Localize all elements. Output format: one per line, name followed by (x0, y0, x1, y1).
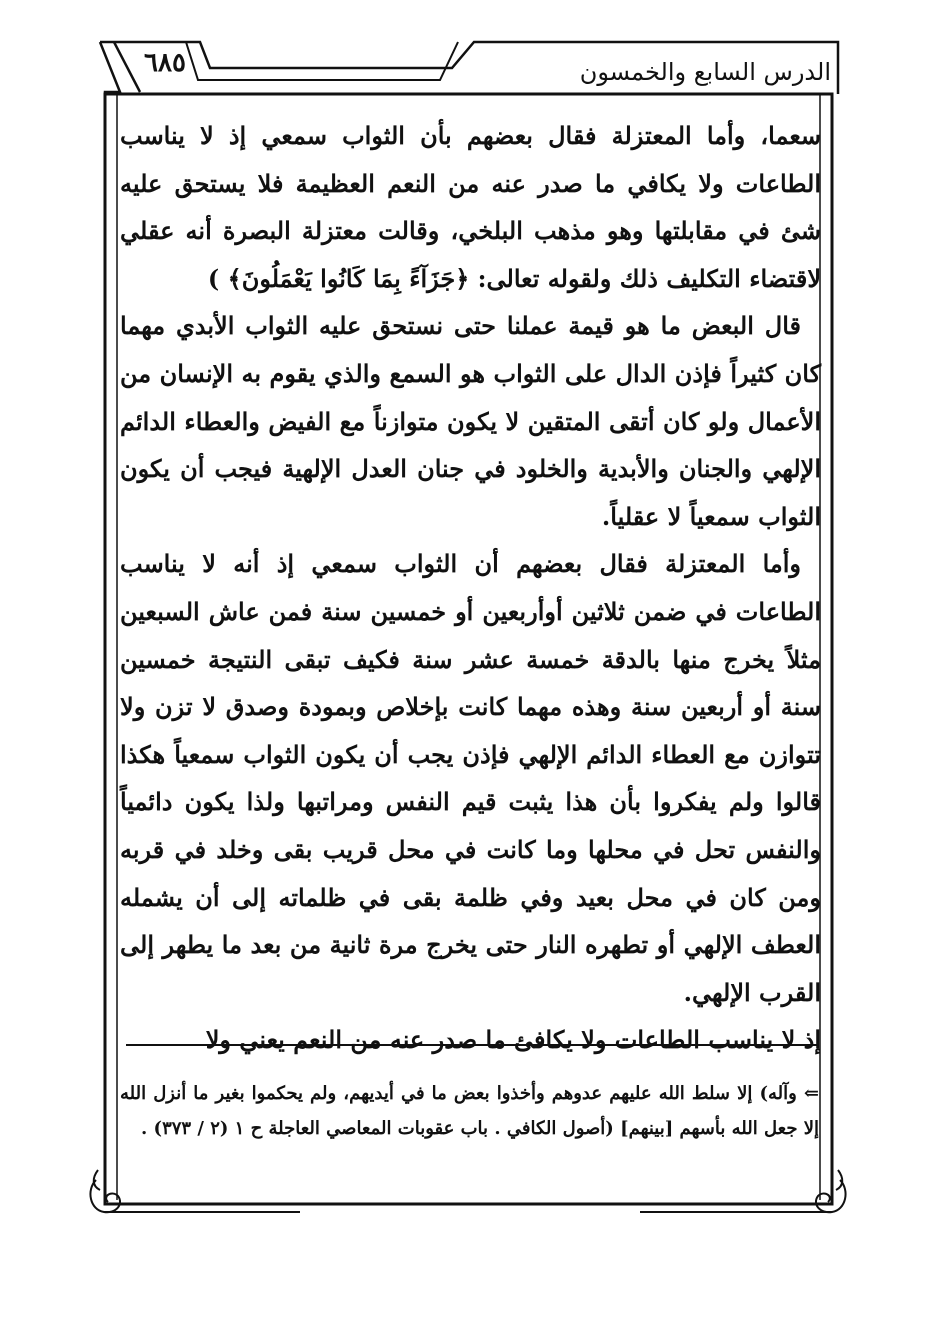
paragraph: سعما، وأما المعتزلة فقال بعضهم بأن الثواب سمعي إذ لا يناسب الطاعات ولا يكافي ما صدر عنه من النعم العظيمة فلا يستحق عليه شئ في مقابلتها وهو مذهب البلخي، وقالت معتزلة البصرة أنه عقلي لاقتضاء التكليف ذلك ولقوله تعالى: ﴿جَزَآءً بِمَا كَانُوا يَعْمَلُونَ﴾ ) (120, 121, 821, 293)
footnote (120, 1076, 819, 1146)
main-text (120, 112, 821, 1064)
page-number: ٦٨٥ (144, 48, 186, 78)
running-title: الدرس السابع والخمسون (579, 58, 831, 86)
left-ornament-icon (90, 1170, 300, 1212)
footnote-separator (126, 1044, 819, 1046)
footnote-text: ⇐ وآله) إلا سلط الله عليهم عدوهم وأخذوا بعض ما في أيديهم، ولم يحكموا بغير ما أنزل الله إلا جعل الله بأسهم [بينهم] (أصول الكافي . باب عقوبات المعاصي العاجلة ح ١ (٢ / ٣٧٣) . (120, 1083, 819, 1139)
right-ornament-icon (640, 1170, 846, 1212)
paragraph: وأما المعتزلة فقال بعضهم أن الثواب سمعي إذ أنه لا يناسب الطاعات في ضمن ثلاثين أوأربعين أو خمسين سنة فمن عاش السبعين مثلاً يخرج منها بالدقة خمسة عشر سنة فكيف تبقى النتيجة خمسين سنة أو أربعين سنة وهذه مهما كانت بإخلاص وبمودة وصدق لا تزن ولا تتوازن مع العطاء الدائم الإلهي فإذن يجب أن يكون الثواب سمعياً هكذا قالوا ولم يفكروا بأن هذا يثبت قيم النفس ومراتبها ولذا يكون دائمياً والنفس تحل في محلها وما كانت في محل قريب بقى وخلد في قربه ومن كان في محل بعيد وفي ظلمة بقى في ظلماته إلى أن يشمله العطف الإلهي أو تطهره النار حتى يخرج مرة ثانية من بعد ما يطهر إلى القرب الإلهي. (120, 549, 821, 1007)
paragraph: قال البعض ما هو قيمة عملنا حتى نستحق عليه الثواب الأبدي مهما كان كثيراً فإذن الدال على الثواب هو السمع والذي يقوم به الإنسان من الأعمال ولو كان أتقى المتقين لا يكون متوازناً مع الفيض والعطاء الدائم الإلهي والجنان والأبدية والخلود في جنان العدل الإلهية فيجب أن يكون الثواب سمعياً لا عقلياً. (120, 311, 822, 531)
paragraph: إذ لا يناسب الطاعات ولا يكافئ ما صدر عنه من النعم يعني ولا (205, 1025, 821, 1055)
